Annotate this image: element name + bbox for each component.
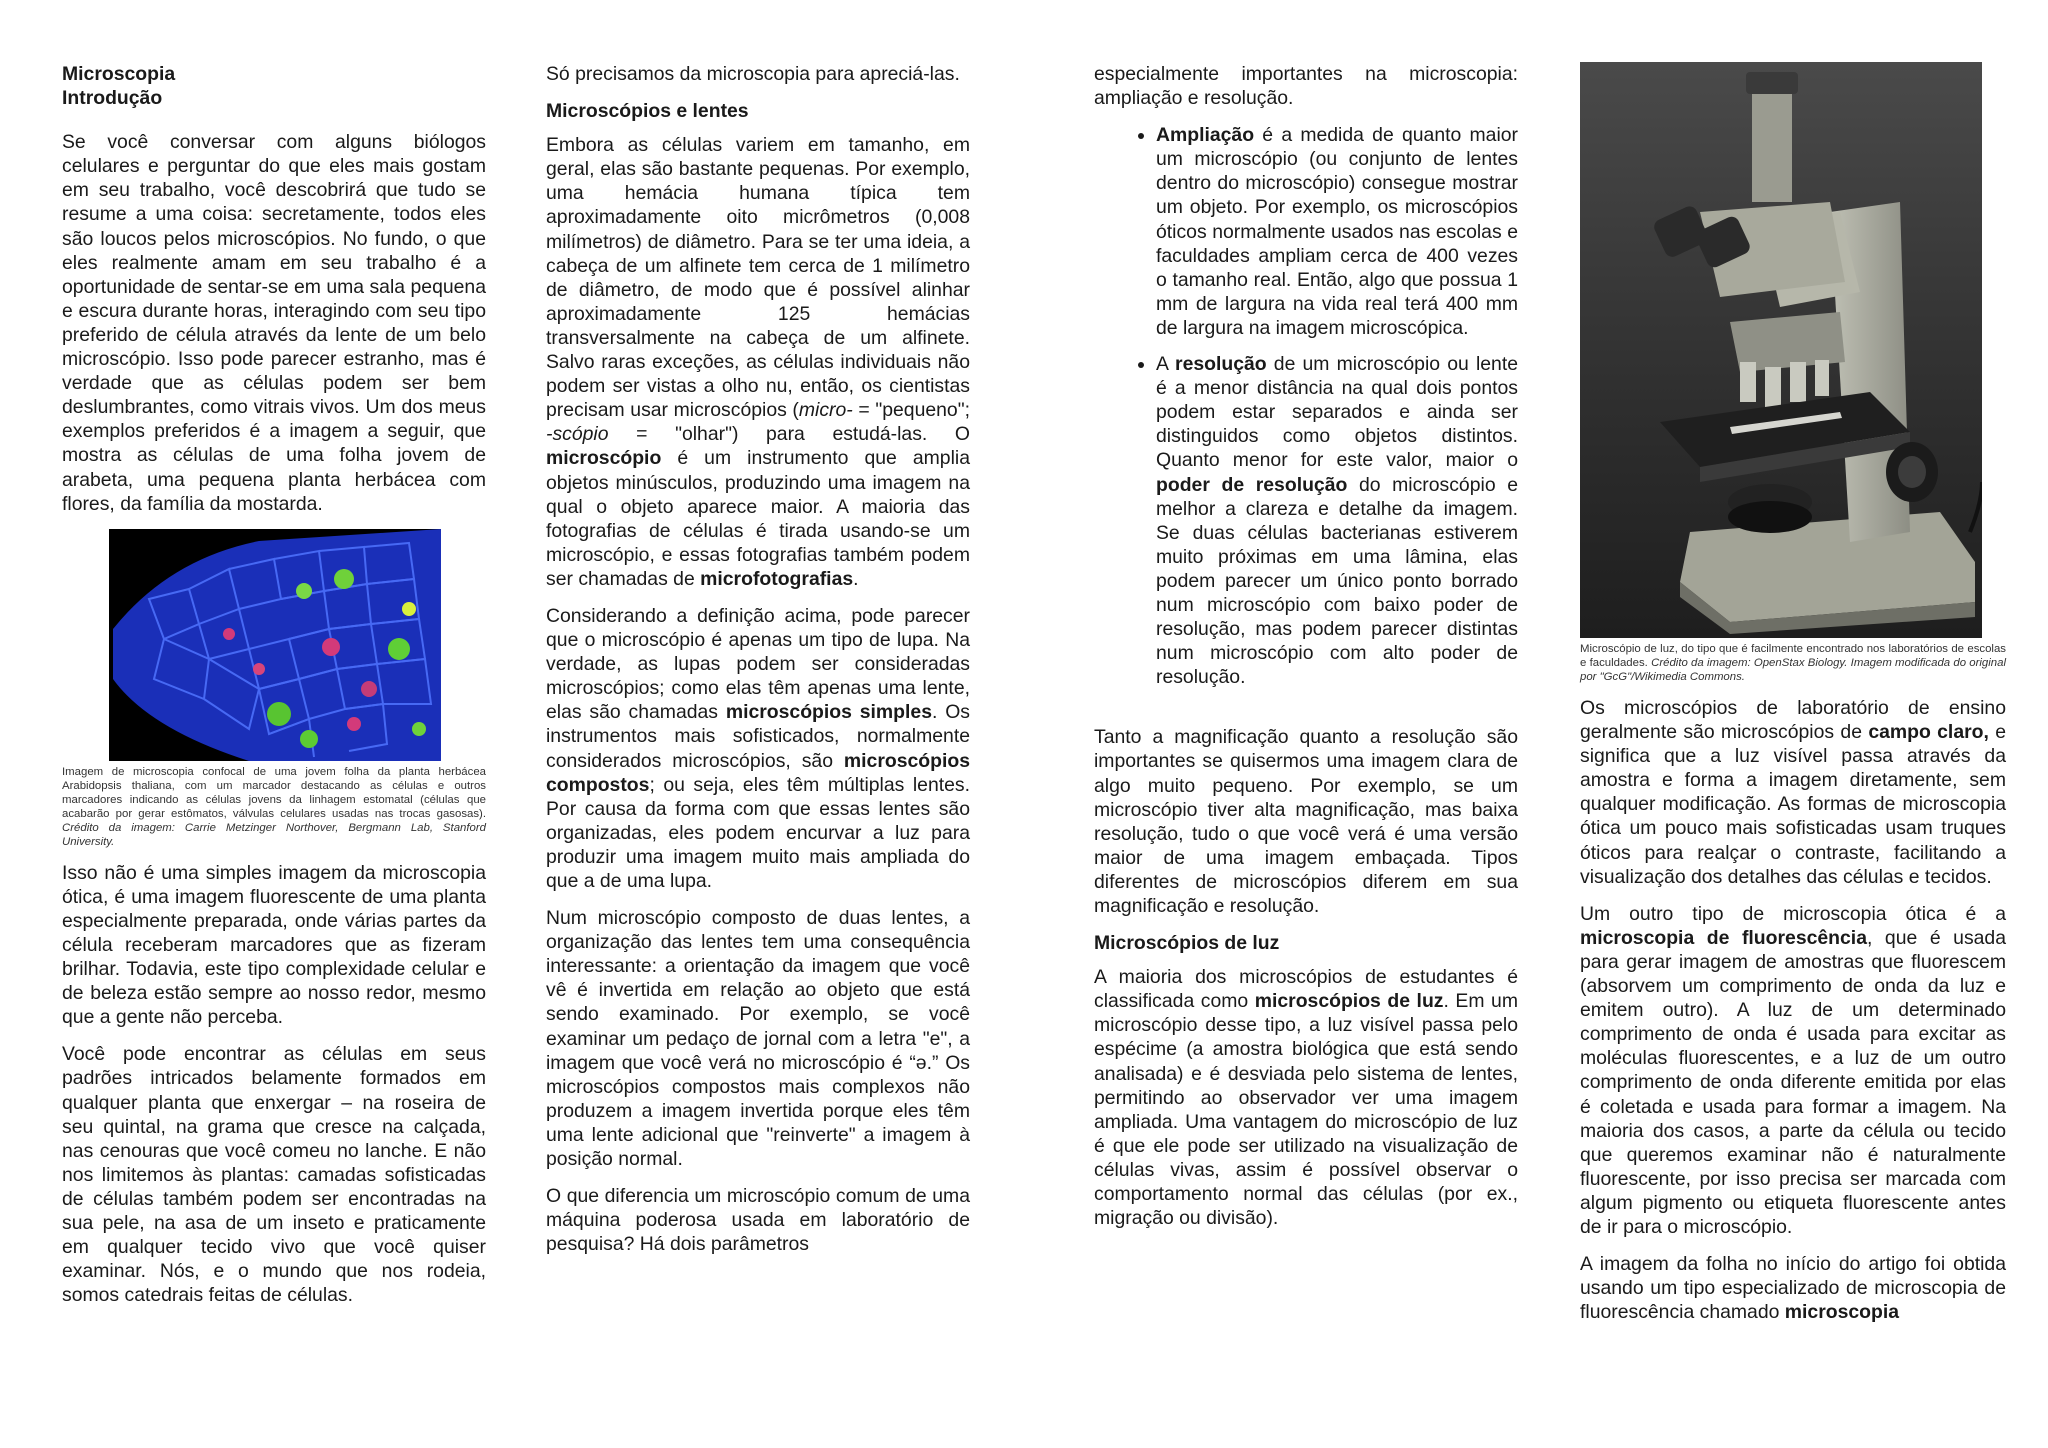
paragraph: Se você conversar com alguns biólogos celulares e perguntar do que eles mais gostam em seu trabalho, você descobrirá que tudo se resume a uma coisa: secretamente, todos eles são loucos pelos microscópios. No fundo, o que eles realmente amam em seu trabalho é a oportunidade de sentar-se em uma sala pequena e escura durante horas, interagindo com seu tipo preferido de célula através da lente de um belo microscópio. Isso pode parecer estranho, mas é verdade que as células podem ser bem deslumbrantes, como vitrais vivos. Um dos meus exemplos preferidos é a imagem a seguir, que mostra as células de uma folha jovem de arabeta, uma pequena planta herbácea com flores, da família da mostarda. bbox=[62, 131, 486, 515]
text-run: , que é usada para gerar imagem de amostras que fluorescem (absorvem um comprimento de onda da luz e emitem outro). A luz de um determinado comprimento de onda é usada para excitar as moléculas fluorescentes, e a luz de um outro comprimento de onda diferente emitida por elas é coletada e usada para formar a imagem. Na maioria dos casos, a parte da célula ou tecido que queremos examinar não é naturalmente fluorescente, por isso precisa ser marcada com algum pigmento ou etiqueta fluorescente antes de ir para o microscópio. bbox=[1580, 926, 2006, 1238]
paragraph: Tanto a magnificação quanto a resolução são importantes se quisermos uma imagem clara de algo muito pequeno. Por exemplo, se um microscópio tiver alta magnificação, mas baixa resolução, tudo o que você verá é uma versão maior de uma imagem embaçada. Tipos diferentes de microscópios diferem em sua magnificação e resolução. bbox=[1094, 726, 1518, 917]
paragraph: O que diferencia um microscópio comum de uma máquina poderosa usada em laboratório de pesquisa? Há dois parâmetros bbox=[546, 1185, 970, 1256]
figure-caption bbox=[62, 765, 486, 849]
text-run: Um outro tipo de microscopia ótica é a bbox=[1580, 902, 2006, 925]
paragraph: Só precisamos da microscopia para apreciá-las. bbox=[546, 63, 960, 85]
text-run: . bbox=[853, 567, 859, 590]
text-run: A imagem da folha no início do artigo foi obtida usando um tipo especializado de microscopia de fluorescência chamado bbox=[1580, 1253, 2006, 1324]
text-run: . Os instrumentos mais sofisticados, normalmente considerados microscópios, são bbox=[546, 701, 970, 772]
confocal-leaf-image bbox=[109, 529, 441, 761]
paragraph: Isso não é uma simples imagem da microscopia ótica, é uma imagem fluorescente de uma planta especialmente preparada, onde várias partes da célula receberam marcadores que as fizeram brilhar. Todavia, este tipo complexidade celular e de beleza estão sempre ao nosso redor, mesmo que a gente não perceba. bbox=[62, 861, 486, 1029]
text-run: do microscópio e melhor a clareza e detalhe da imagem. Se duas células bacterianas estiverem muito próximas em uma lâmina, elas podem parecer um único ponto borrado num microscópio com baixo poder de resolução, mas podem parecer distintas num microscópio com alto poder de resolução. bbox=[1156, 473, 1519, 689]
column-2 bbox=[546, 62, 970, 1269]
paragraph bbox=[1580, 902, 2006, 1239]
text-run: A bbox=[1156, 353, 1176, 376]
bold-term: microscópios de luz bbox=[1254, 990, 1444, 1013]
figure-caption bbox=[1580, 642, 2006, 684]
column-1 bbox=[62, 62, 486, 1320]
caption-credit: Crédito da imagem: OpenStax Biology. Imagem modificada do original por "GcG"/Wikimedia Commons. bbox=[1580, 657, 2007, 683]
list-item bbox=[1156, 352, 1518, 689]
bold-term: resolução bbox=[1175, 353, 1267, 376]
caption-text: Imagem de microscopia confocal de uma jovem folha da planta herbácea Arabidopsis thaliana, com um marcador destacando as células e outros marcadores indicando as células jovens da linhagem estomatal (células que acabarão por gerar estômatos, válvulas celulares usadas nas trocas gasosas). bbox=[62, 765, 486, 820]
paragraph: Você pode encontrar as células em seus padrões intricados belamente formados em qualquer planta que enxergar – na roseira de seu quintal, na grama que cresce na calçada, nas cenouras que você comeu no lanche. E não nos limitemos às plantas: camadas sofisticadas de células também podem ser encontradas na sua pele, na asa de um inseto e praticamente em qualquer tecido vivo que você quiser examinar. Nós, e o mundo que nos rodeia, somos catedrais feitas de células. bbox=[62, 1043, 486, 1307]
bold-term: poder de resolução bbox=[1156, 473, 1348, 496]
title-text: Microscopia bbox=[62, 63, 176, 85]
text-run: = "pequeno"; bbox=[852, 399, 970, 422]
paragraph bbox=[1094, 965, 1518, 1230]
text-run: de um microscópio ou lente é a menor distância na qual dois pontos podem estar separados e ainda ser distinguidos como objetos distintos. Quanto menor for este valor, maior o bbox=[1156, 353, 1518, 472]
column-3 bbox=[1094, 62, 1518, 1243]
text-run: . Em um microscópio desse tipo, a luz visível passa pelo espécime (a amostra biológica que está sendo analisada) e é desviada pelo sistema de lentes, permitindo ao observador ver uma imagem ampliada. Uma vantagem do microscópio de luz é que ele pode ser utilizado na visualização de células vivas, assim é possível observar o comportamento normal das células (por ex., migração ou divisão). bbox=[1094, 990, 1518, 1230]
subtitle-text: Introdução bbox=[62, 87, 163, 110]
text-run: Embora as células variem em tamanho, em geral, elas são bastante pequenas. Por exemplo, uma hemácia humana típica tem aproximadamente oito micrômetros (0,008 milímetros) de diâmetro. Para se ter uma ideia, a cabeça de um alfinete tem cerca de 1 milímetro de diâmetro, de modo que é possível alinhar aproximadamente 125 hemácias transversalmente na cabeça de um alfinete. Salvo raras exceções, as células individuais não podem ser vistas a olho nu, então, os cientistas precisam usar microscópios ( bbox=[546, 134, 970, 422]
paragraph bbox=[1580, 696, 2006, 889]
paragraph: especialmente importantes na microscopia: ampliação e resolução. bbox=[1094, 63, 1518, 110]
caption-credit: Crédito da imagem: Carrie Metzinger Northover, Bergmann Lab, Stanford University. bbox=[62, 821, 486, 848]
text-run: Considerando a definição acima, pode parecer que o microscópio é apenas um tipo de lupa. Na verdade, as lupas podem ser consideradas microscópios; como elas têm apenas uma lente, elas são chamadas bbox=[546, 604, 970, 724]
bold-term: microscópios simples bbox=[725, 701, 932, 724]
text-run: Os microscópios de laboratório de ensino geralmente são microscópios de bbox=[1580, 697, 2006, 744]
text-run: e significa que a luz visível passa através da amostra e forma a imagem diretamente, sem qualquer modificação. As formas de microscopia ótica um pouco mais sofisticadas usam truques óticos para realçar o contraste, facilitando a visualização dos detalhes das células e tecidos. bbox=[1580, 721, 2006, 888]
bold-term: microfotografias bbox=[700, 567, 854, 590]
text-run: -scópio bbox=[546, 423, 609, 446]
bold-term: microscopia de fluorescência bbox=[1580, 926, 1867, 949]
text-run: A maioria dos microscópios de estudantes é classificada como bbox=[1094, 966, 1518, 1013]
paragraph bbox=[1580, 1252, 2006, 1324]
bold-term: campo claro, bbox=[1868, 721, 1989, 744]
text-run: micro- bbox=[798, 399, 853, 422]
text-run: é um instrumento que amplia objetos minúsculos, produzindo uma imagem na qual o objeto aparece maior. A maioria das fotografias de células é tirada usando-se um microscópio, e essas fotografias também podem ser chamadas de bbox=[546, 447, 970, 590]
caption-text: Microscópio de luz, do tipo que é facilmente encontrado nos laboratórios de escolas e faculdades. bbox=[1580, 643, 2006, 669]
text-run: = "olhar") para estudá-las. O bbox=[608, 423, 970, 446]
bold-term: microscopia bbox=[1784, 1301, 1900, 1324]
list-item bbox=[1156, 123, 1518, 340]
light-microscope-photo bbox=[1580, 62, 1982, 638]
section-heading: Microscópios e lentes bbox=[546, 100, 749, 123]
bullet-list bbox=[1094, 123, 1518, 689]
bold-term: microscópio bbox=[546, 447, 662, 470]
bold-term: Ampliação bbox=[1156, 124, 1255, 147]
text-run: é a medida de quanto maior um microscópio (ou conjunto de lentes dentro do microscópio) consegue mostrar um objeto. Por exemplo, os microscópios óticos normalmente usados nas escolas e faculdades ampliam cerca de 400 vezes o tamanho real. Então, algo que possua 1 mm de largura na vida real terá 400 mm de largura na imagem microscópica. bbox=[1156, 124, 1518, 339]
text-run: ; ou seja, eles têm múltiplas lentes. Por causa da forma com que essas lentes são organizadas, eles podem encurvar a luz para produzir uma imagem muito mais ampliada do que a de uma lupa. bbox=[546, 773, 970, 892]
paragraph bbox=[546, 133, 970, 591]
paragraph: Num microscópio composto de duas lentes, a organização das lentes tem uma consequência interessante: a orientação da imagem que você vê é invertida em relação ao objeto que está sendo examinado. Por exemplo, se você examinar um pedaço de jornal com a letra "e", a imagem que você verá no microscópio é “ə.” Os microscópios compostos mais complexos não produzem a imagem invertida porque eles têm uma lente adicional que "reinverte" a imagem à posição normal. bbox=[546, 907, 970, 1171]
bold-term: microscópios compostos bbox=[546, 749, 970, 796]
paragraph bbox=[546, 604, 970, 893]
section-heading: Microscópios de luz bbox=[1094, 932, 1280, 955]
column-4 bbox=[1580, 62, 2006, 1337]
article-title bbox=[62, 62, 486, 110]
